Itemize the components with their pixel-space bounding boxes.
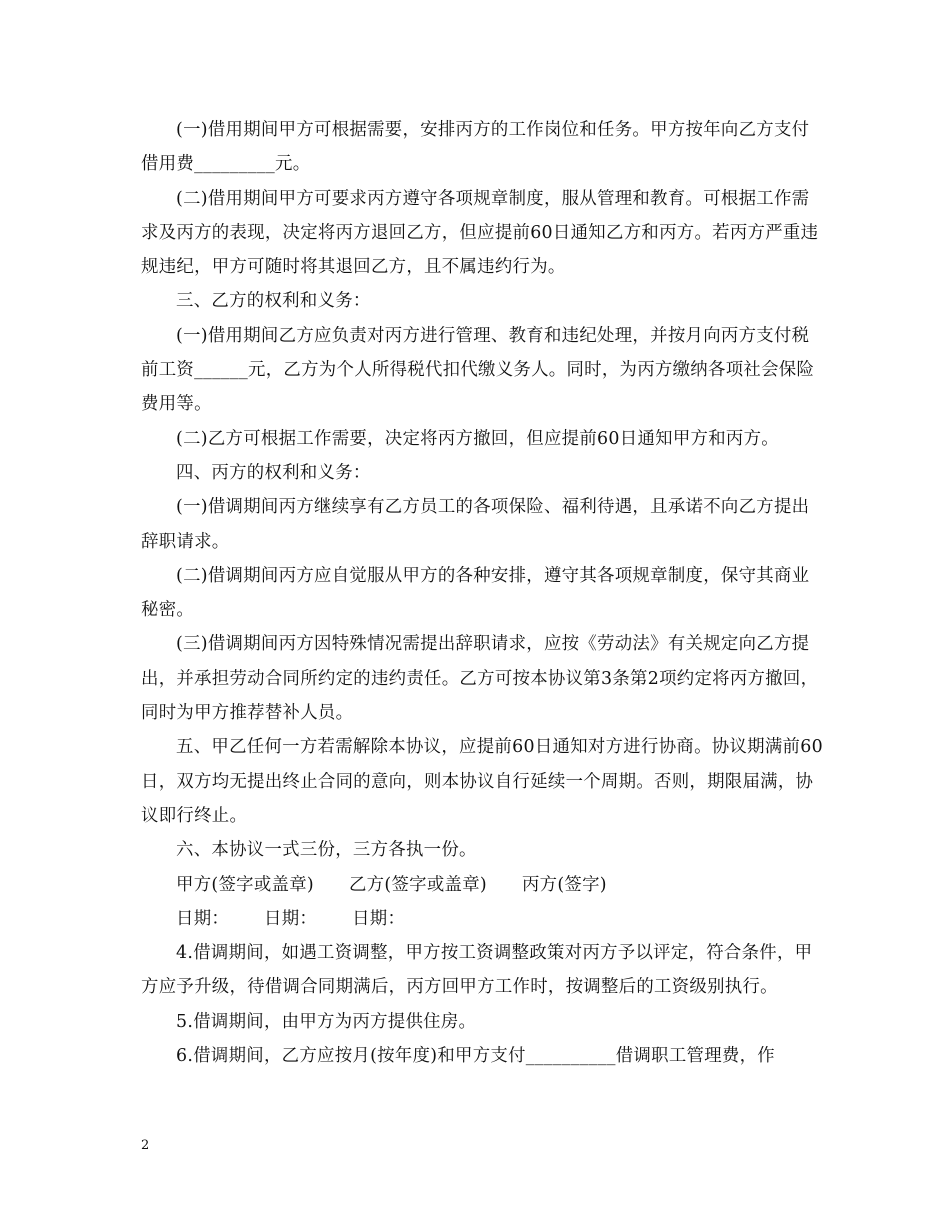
paragraph-party-c-resignation: (三)借调期间丙方因特殊情况需提出辞职请求，应按《劳动法》有关规定向乙方提出，并承担劳动合同所约定的违约责任。乙方可按本协议第3条第2项约定将丙方撤回，同时为甲方推荐替补人员。 [141, 634, 819, 724]
page-number: 2 [141, 1138, 150, 1153]
paragraph-party-c-obedience: (二)借调期间丙方应自觉服从甲方的各种安排，遵守其各项规章制度，保守其商业秘密。 [141, 565, 810, 621]
paragraph-party-b-management: (一)借用期间乙方应负责对丙方进行管理、教育和违纪处理，并按月向丙方支付税前工资______元，乙方为个人所得税代扣代缴义务人。同时，为丙方缴纳各项社会保险费用等。 [141, 325, 815, 415]
paragraph-copies: 六、本协议一式三份，三方各执一份。 [176, 840, 477, 861]
paragraph-party-b-recall: (二)乙方可根据工作需要，决定将丙方撤回，但应提前60日通知甲方和丙方。 [176, 428, 780, 449]
heading-party-c-rights: 四、丙方的权利和义务： [176, 462, 371, 483]
paragraph-party-a-rules: (二)借用期间甲方可要求丙方遵守各项规章制度，服从管理和教育。可根据工作需求及丙方的表现，决定将丙方退回乙方，但应提前60日通知乙方和丙方。若丙方严重违规违纪，甲方可随时将其退回乙方，且不属违约行为。 [141, 188, 819, 278]
paragraph-salary-adjustment: 4.借调期间，如遇工资调整，甲方按工资调整政策对丙方予以评定，符合条件，甲方应予升级，待借调合同期满后，丙方回甲方工作时，按调整后的工资级别执行。 [141, 943, 813, 998]
paragraph-management-fee: 6.借调期间，乙方应按月(按年度)和甲方支付__________借调职工管理费，作 [176, 1046, 775, 1067]
paragraph-termination: 五、甲乙任何一方若需解除本协议，应提前60日通知对方进行协商。协议期满前60日，双方均无提出终止合同的意向，则本协议自行延续一个周期。否则，期限届满，协议即行终止。 [141, 737, 823, 826]
signature-line: 甲方(签字或盖章) 乙方(签字或盖章) 丙方(签字) [176, 874, 607, 895]
paragraph-borrowing-fee: (一)借用期间甲方可根据需要，安排丙方的工作岗位和任务。甲方按年向乙方支付借用费_________元。 [141, 120, 810, 175]
paragraph-housing: 5.借调期间，由甲方为丙方提供住房。 [176, 1011, 477, 1032]
heading-party-b-rights: 三、乙方的权利和义务： [176, 291, 371, 312]
document-body [141, 113, 826, 1073]
date-line: 日期： 日期： 日期： [176, 908, 406, 929]
paragraph-party-c-benefits: (一)借调期间丙方继续享有乙方员工的各项保险、福利待遇，且承诺不向乙方提出辞职请求。 [141, 497, 810, 552]
